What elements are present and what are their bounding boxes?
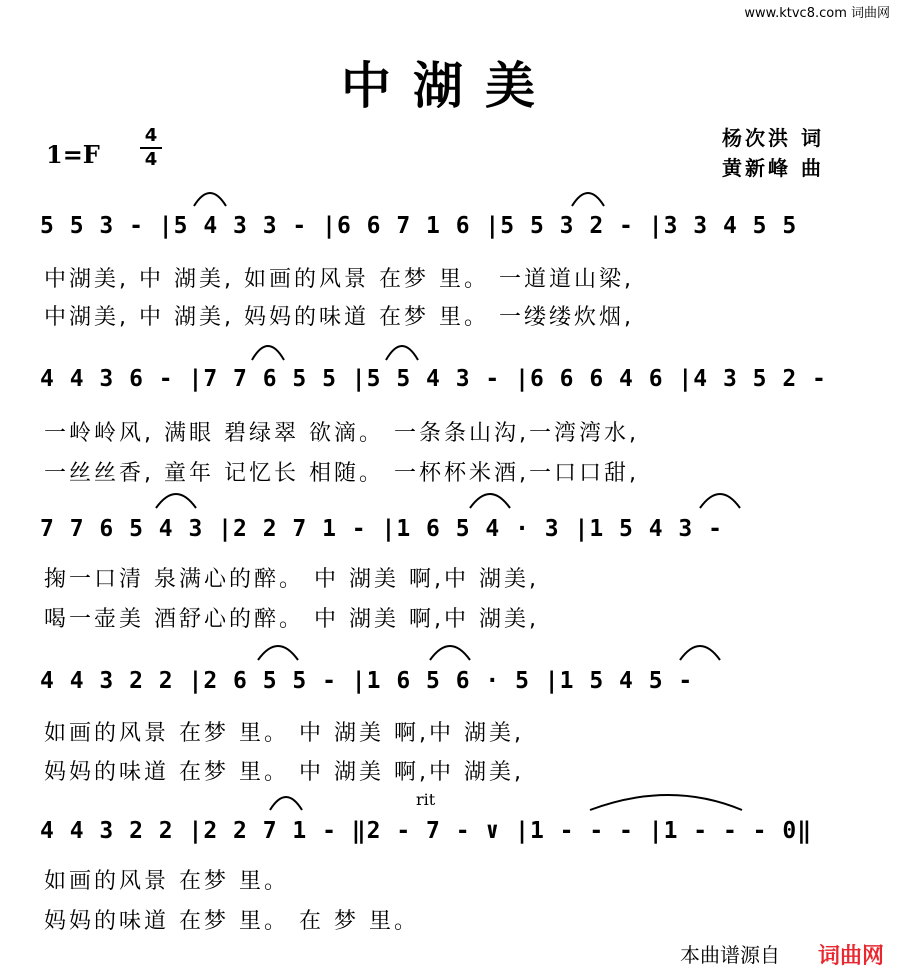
lyrics-row-3-verse-1: 掬一口清 泉满心的醉。 中 湖美 啊,中 湖美, [44, 567, 539, 592]
notation-row-5: 4 4 3 2 2 |2 2 7 1 - ‖2 - 7 - ∨ |1 - - - |1 - - - 0‖ [40, 818, 813, 844]
lyrics-row-1-verse-1: 中湖美, 中 湖美, 如画的风景 在梦 里。 一道道山梁, [44, 267, 634, 292]
lyrics-row-1-verse-2: 中湖美, 中 湖美, 妈妈的味道 在梦 里。 一缕缕炊烟, [44, 305, 634, 330]
notation-row-4: 4 4 3 2 2 |2 6 5 5 - |1 6 5 6 · 5 |1 5 4 5 - [40, 668, 694, 694]
slur [194, 193, 226, 206]
slur [270, 797, 302, 810]
slur [680, 646, 720, 660]
lyrics-row-5-verse-2: 妈妈的味道 在梦 里。 在 梦 里。 [44, 909, 419, 934]
lyrics-row-5-verse-1: 如画的风景 在梦 里。 [44, 869, 289, 894]
slur [470, 494, 510, 508]
site-url[interactable]: www.ktvc8.com 词曲网 [744, 6, 890, 21]
lyrics-row-3-verse-2: 喝一壶美 酒舒心的醉。 中 湖美 啊,中 湖美, [44, 607, 539, 632]
lyricist-credit: 杨次洪 词 [722, 126, 824, 150]
key-signature: 1=F [46, 140, 100, 169]
source-logo[interactable]: 词曲网 [817, 944, 884, 969]
slur [258, 646, 298, 660]
slur [252, 346, 284, 360]
notation-row-2: 4 4 3 6 - |7 7 6 5 5 |5 5 4 3 - |6 6 6 4 6 |4 3 5 2 - [40, 366, 827, 392]
notation-row-1: 5 5 3 - |5 4 3 3 - |6 6 7 1 6 |5 5 3 2 - |3 3 4 5 5 [40, 213, 798, 239]
lyrics-row-2-verse-1: 一岭岭风, 满眼 碧绿翠 欲滴。 一条条山沟,一湾湾水, [44, 421, 639, 446]
time-signature-top: 4 [144, 125, 158, 146]
slur [430, 646, 470, 660]
lyrics-row-4-verse-1: 如画的风景 在梦 里。 中 湖美 啊,中 湖美, [44, 721, 524, 746]
slur [590, 795, 742, 810]
slur [386, 346, 418, 360]
slur [700, 494, 740, 508]
ritardando-mark: rit [416, 790, 436, 809]
time-signature-bottom: 4 [144, 149, 158, 170]
slur [156, 494, 196, 508]
source-text: 本曲谱源自 [680, 943, 780, 967]
slur [572, 193, 604, 206]
composer-credit: 黄新峰 曲 [722, 156, 824, 180]
song-title: 中湖美 [341, 57, 557, 115]
notation-row-3: 7 7 6 5 4 3 |2 2 7 1 - |1 6 5 4 · 3 |1 5 4 3 - [40, 516, 723, 542]
lyrics-row-2-verse-2: 一丝丝香, 童年 记忆长 相随。 一杯杯米酒,一口口甜, [44, 461, 639, 486]
lyrics-row-4-verse-2: 妈妈的味道 在梦 里。 中 湖美 啊,中 湖美, [44, 760, 524, 785]
